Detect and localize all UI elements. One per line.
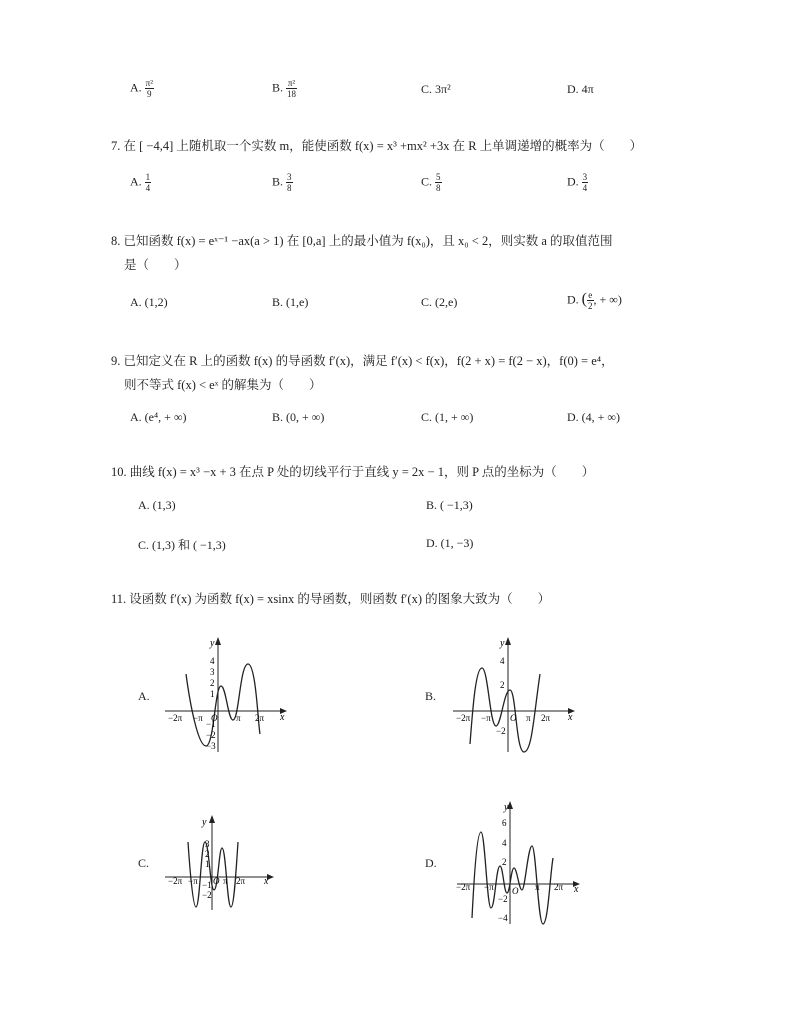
x-tick-label: −2π <box>456 713 471 723</box>
x-tick-label: −2π <box>168 876 183 886</box>
q8-stem-line1: 8. 已知函数 f(x) = eˣ⁻¹ −ax(a > 1) 在 [0,a] 上的最小值为 f(x₀)，且 x₀ < 2，则实数 a 的取值范围 <box>111 234 613 248</box>
q10-option-c[interactable]: C. (1,3) 和 ( −1,3) <box>138 538 226 552</box>
fraction: $\frac{3}{8}$ <box>287 172 292 193</box>
q11-option-d-label[interactable]: D. <box>425 856 437 870</box>
y-tick-label: −2 <box>202 890 212 900</box>
x-tick-label: π <box>223 876 228 886</box>
x-tick-label: 2π <box>236 876 246 886</box>
x-tick-label: 2π <box>541 713 551 723</box>
fraction: $\frac{1}{4}$ <box>145 172 151 193</box>
q11-graph-a[interactable] <box>160 634 290 758</box>
y-tick-label: 4 <box>500 656 505 666</box>
y-tick-label: 2 <box>205 849 210 859</box>
y-tick-label: −4 <box>498 913 508 923</box>
y-tick-label: 2 <box>210 678 215 688</box>
q10-stem: 10. 曲线 f(x) = x³ −x + 3 在点 P 处的切线平行于直线 y = 2x − 1，则 P 点的坐标为（ ） <box>111 465 595 479</box>
q11-graph-c[interactable] <box>160 812 280 912</box>
x-tick-label: −π <box>193 713 203 723</box>
x-axis-label: x <box>574 884 579 895</box>
q10-option-a[interactable]: A. (1,3) <box>138 498 176 512</box>
curve <box>472 832 553 924</box>
q11-option-c-label[interactable]: C. <box>138 856 150 870</box>
y-tick-label: 4 <box>502 838 507 848</box>
fraction: $\frac{e}{2}$ <box>588 290 593 311</box>
q8-stem-line2: 是（ ） <box>124 258 187 272</box>
q6-option-c[interactable]: C. 3π² <box>421 82 451 96</box>
q8-option-d[interactable]: D. ( $\frac{e}{2}$ , + ∞) <box>567 290 622 311</box>
origin-label: O <box>213 876 220 886</box>
q9-option-b[interactable]: B. (0, + ∞) <box>272 410 325 424</box>
y-axis-arrow <box>215 637 221 645</box>
y-tick-label: 3 <box>210 667 215 677</box>
fraction: $\frac{5}{8}$ <box>436 172 441 193</box>
q11-graph-b[interactable] <box>448 634 578 758</box>
origin-label: O <box>512 886 519 896</box>
q6-option-b[interactable]: B. $\frac{\text{π²}}{18}$ <box>272 78 297 99</box>
q11-option-a-label[interactable]: A. <box>138 689 150 703</box>
y-tick-label: 1 <box>210 689 215 699</box>
q6-option-d[interactable]: D. 4π <box>567 82 594 96</box>
y-tick-label: 1 <box>205 859 210 869</box>
origin-label: O <box>211 713 218 723</box>
origin-label: O <box>510 713 517 723</box>
q7-option-d[interactable]: D. $\frac{3}{4}$ <box>567 172 588 193</box>
x-tick-label: −π <box>481 713 491 723</box>
q7-option-b[interactable]: B. $\frac{3}{8}$ <box>272 172 292 193</box>
y-tick-label: 2 <box>500 680 505 690</box>
x-tick-label: π <box>236 713 241 723</box>
y-tick-label: 6 <box>502 818 507 828</box>
y-axis-label: y <box>210 638 215 649</box>
x-axis-label: x <box>280 712 285 723</box>
y-tick-label: 2 <box>502 857 507 867</box>
q10-option-b[interactable]: B. ( −1,3) <box>426 498 473 512</box>
q6-option-a[interactable]: A. $\frac{\text{π²}}{9}$ <box>130 78 153 99</box>
x-tick-label: π <box>526 713 531 723</box>
y-tick-label: 4 <box>210 656 215 666</box>
x-axis-label: x <box>568 712 573 723</box>
y-axis-arrow <box>505 637 511 645</box>
x-tick-label: 2π <box>255 713 265 723</box>
q7-option-c[interactable]: C. $\frac{5}{8}$ <box>421 172 441 193</box>
q11-graph-d[interactable] <box>452 798 587 926</box>
y-axis-label: y <box>500 638 505 649</box>
y-tick-label: 3 <box>205 839 210 849</box>
curve <box>186 664 260 746</box>
fraction: $\frac{3}{4}$ <box>582 172 588 193</box>
curve <box>188 842 238 907</box>
x-tick-label: −2π <box>168 713 183 723</box>
x-tick-label: 2π <box>554 882 564 892</box>
q8-option-c[interactable]: C. (2,e) <box>421 295 458 309</box>
fraction: $\frac{\text{π²}}{18}$ <box>287 78 297 99</box>
q9-option-d[interactable]: D. (4, + ∞) <box>567 410 620 424</box>
y-axis-arrow <box>209 815 215 823</box>
y-tick-label: −1 <box>202 880 212 890</box>
q8-option-b[interactable]: B. (1,e) <box>272 295 309 309</box>
x-tick-label: −π <box>188 876 198 886</box>
q9-stem-line2: 则不等式 f(x) < eˣ 的解集为（ ） <box>124 378 322 392</box>
curve <box>470 668 540 752</box>
q9-option-a[interactable]: A. (e⁴, + ∞) <box>130 410 187 424</box>
q9-stem-line1: 9. 已知定义在 R 上的函数 f(x) 的导函数 f′(x)，满足 f′(x) < f(x)，f(2 + x) = f(2 − x)，f(0) = e⁴， <box>111 354 614 368</box>
fraction: $\frac{\text{π²}}{9}$ <box>145 78 153 99</box>
q9-option-c[interactable]: C. (1, + ∞) <box>421 410 474 424</box>
y-tick-label: −1 <box>206 719 216 729</box>
y-axis-label: y <box>202 817 207 828</box>
q7-stem: 7. 在 [ −4,4] 上随机取一个实数 m，能使函数 f(x) = x³ +mx² +3x 在 R 上单调递增的概率为（ ） <box>111 139 643 153</box>
x-axis-label: x <box>264 876 269 887</box>
y-tick-label: −3 <box>206 741 216 751</box>
q11-option-b-label[interactable]: B. <box>425 689 437 703</box>
q11-stem: 11. 设函数 f′(x) 为函数 f(x) = xsinx 的导函数，则函数 f′(x) 的图象大致为（ ） <box>111 592 551 606</box>
y-tick-label: −2 <box>496 726 506 736</box>
y-axis-label: y <box>504 802 509 813</box>
q10-option-d[interactable]: D. (1, −3) <box>426 536 474 550</box>
y-tick-label: −2 <box>206 730 216 740</box>
x-tick-label: π <box>535 882 540 892</box>
x-tick-label: −2π <box>456 882 471 892</box>
x-tick-label: −π <box>484 882 494 892</box>
q7-option-a[interactable]: A. $\frac{1}{4}$ <box>130 172 151 193</box>
y-tick-label: −2 <box>498 894 508 904</box>
q8-option-a[interactable]: A. (1,2) <box>130 295 168 309</box>
